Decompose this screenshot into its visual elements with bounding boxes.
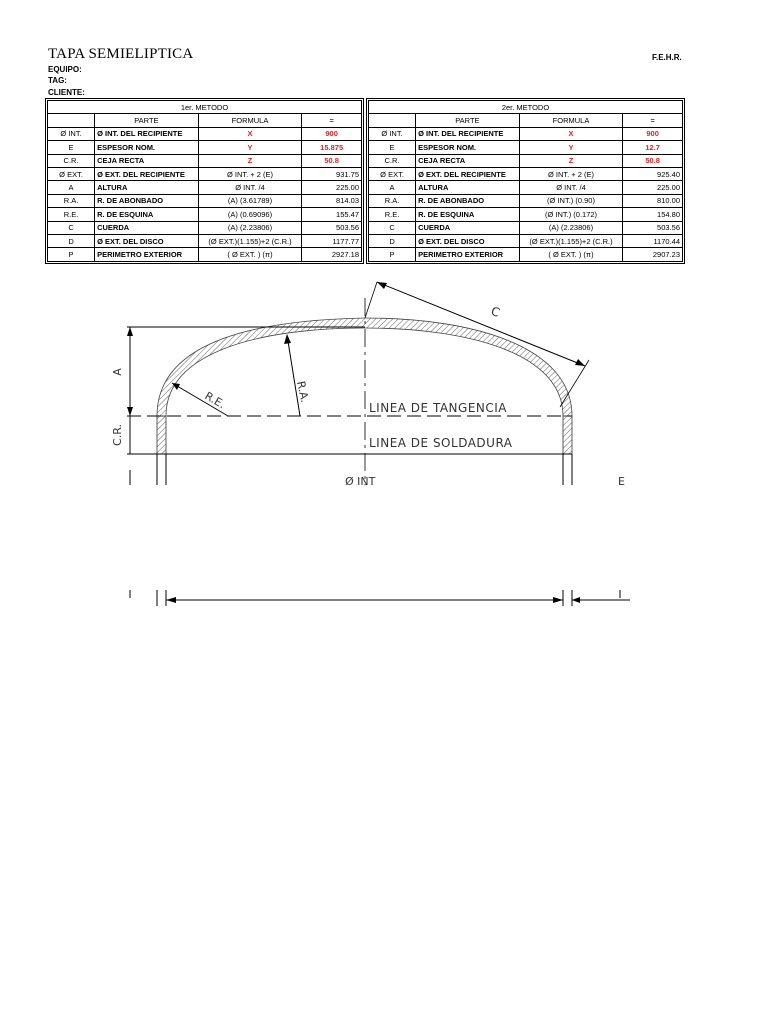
row-formula: (Ø EXT.)(1.155)+2 (C.R.) <box>519 234 623 247</box>
row-symbol: A <box>48 181 95 194</box>
row-part: ESPESOR NOM. <box>95 141 199 154</box>
column-header: FORMULA <box>198 114 302 127</box>
cliente-label: CLIENTE: <box>48 88 85 97</box>
row-part: PERIMETRO EXTERIOR <box>416 248 520 261</box>
table-row <box>369 141 683 154</box>
row-value: 2907.23 <box>623 248 683 261</box>
dimension-a-label: A <box>111 368 124 376</box>
table-row <box>369 221 683 234</box>
row-part: CEJA RECTA <box>416 154 520 167</box>
row-value: 925.40 <box>623 167 683 180</box>
row-formula: Ø INT. + 2 (E) <box>198 167 302 180</box>
row-value: 155.47 <box>302 208 362 221</box>
row-formula: (Ø INT.) (0.90) <box>519 194 623 207</box>
table-row <box>369 248 683 261</box>
equipo-label: EQUIPO: <box>48 65 82 74</box>
row-part: CUERDA <box>95 221 199 234</box>
row-part: ALTURA <box>416 181 520 194</box>
table-row <box>48 141 362 154</box>
table-row <box>369 208 683 221</box>
row-value[interactable]: 15.875 <box>302 141 362 154</box>
table-title-row <box>48 101 362 114</box>
row-part: ALTURA <box>95 181 199 194</box>
row-symbol: C.R. <box>369 154 416 167</box>
column-header <box>48 114 95 127</box>
table-row <box>48 154 362 167</box>
left-flange <box>157 416 166 454</box>
row-symbol: A <box>369 181 416 194</box>
row-symbol: C.R. <box>48 154 95 167</box>
row-symbol: Ø EXT. <box>369 167 416 180</box>
row-value: 814.03 <box>302 194 362 207</box>
row-formula: Ø INT. /4 <box>198 181 302 194</box>
row-symbol: D <box>48 234 95 247</box>
table-row <box>369 194 683 207</box>
row-part: ESPESOR NOM. <box>416 141 520 154</box>
row-symbol: Ø INT. <box>48 127 95 140</box>
row-symbol: R.A. <box>48 194 95 207</box>
table-row <box>48 194 362 207</box>
table-title: 2er. METODO <box>369 101 683 114</box>
row-part: R. DE ABONBADO <box>95 194 199 207</box>
row-part: CEJA RECTA <box>95 154 199 167</box>
tag-label: TAG: <box>48 76 67 85</box>
author-initials: F.E.H.R. <box>652 53 682 62</box>
dimension-cr-label: C.R. <box>111 424 124 446</box>
method-2-table <box>366 98 685 264</box>
row-formula: (Ø INT.) (0.172) <box>519 208 623 221</box>
page-title: TAPA SEMIELIPTICA <box>48 46 194 62</box>
row-symbol: P <box>369 248 416 261</box>
table-row <box>48 181 362 194</box>
dimension-re-label: R.E. <box>202 389 228 412</box>
row-value: 503.56 <box>302 221 362 234</box>
table-row <box>48 234 362 247</box>
table-row <box>369 127 683 140</box>
table-row <box>369 234 683 247</box>
row-formula: (A) (2.23806) <box>519 221 623 234</box>
table-title: 1er. METODO <box>48 101 362 114</box>
row-value: 225.00 <box>302 181 362 194</box>
column-header: = <box>623 114 683 127</box>
internal-diameter-label: Ø INT <box>345 475 376 488</box>
row-part: Ø EXT. DEL RECIPIENTE <box>416 167 520 180</box>
table-row <box>48 127 362 140</box>
row-formula: (A) (0.69096) <box>198 208 302 221</box>
row-formula: X <box>519 127 623 140</box>
dimension-c-label: C <box>488 303 502 320</box>
row-symbol: P <box>48 248 95 261</box>
table-row <box>48 248 362 261</box>
row-part: Ø EXT. DEL DISCO <box>95 234 199 247</box>
row-value: 2927.18 <box>302 248 362 261</box>
row-symbol: R.E. <box>48 208 95 221</box>
row-formula: ( Ø EXT. ) (π) <box>198 248 302 261</box>
row-value: 503.56 <box>623 221 683 234</box>
table-header-row <box>369 114 683 127</box>
row-formula: (Ø EXT.)(1.155)+2 (C.R.) <box>198 234 302 247</box>
row-formula: ( Ø EXT. ) (π) <box>519 248 623 261</box>
thickness-label: E <box>618 475 625 488</box>
table-header-row <box>48 114 362 127</box>
table-row <box>48 221 362 234</box>
table-row <box>369 167 683 180</box>
row-symbol: E <box>48 141 95 154</box>
row-value[interactable]: 50.8 <box>302 154 362 167</box>
dimension-ra-label: R.A. <box>294 379 312 404</box>
column-header <box>369 114 416 127</box>
row-symbol: R.E. <box>369 208 416 221</box>
row-symbol: R.A. <box>369 194 416 207</box>
row-formula: X <box>198 127 302 140</box>
row-symbol: E <box>369 141 416 154</box>
row-part: CUERDA <box>416 221 520 234</box>
row-part: R. DE ABONBADO <box>416 194 520 207</box>
column-header: = <box>302 114 362 127</box>
row-part: PERIMETRO EXTERIOR <box>95 248 199 261</box>
table-title-row <box>369 101 683 114</box>
row-formula: Z <box>519 154 623 167</box>
row-symbol: Ø INT. <box>369 127 416 140</box>
table-row <box>369 154 683 167</box>
row-value: 1177.77 <box>302 234 362 247</box>
row-value[interactable]: 12.7 <box>623 141 683 154</box>
tangency-line-label: LINEA DE TANGENCIA <box>369 401 508 415</box>
table-row <box>48 208 362 221</box>
row-formula: Ø INT. + 2 (E) <box>519 167 623 180</box>
row-value[interactable]: 900 <box>302 127 362 140</box>
row-value[interactable]: 900 <box>623 127 683 140</box>
method-1-table <box>45 98 364 264</box>
column-header: PARTE <box>95 114 199 127</box>
right-flange <box>563 416 572 454</box>
row-value: 810.00 <box>623 194 683 207</box>
row-part: R. DE ESQUINA <box>416 208 520 221</box>
row-value: 1170.44 <box>623 234 683 247</box>
row-formula: (A) (3.61789) <box>198 194 302 207</box>
row-formula: (A) (2.23806) <box>198 221 302 234</box>
row-part: R. DE ESQUINA <box>95 208 199 221</box>
row-formula: Y <box>198 141 302 154</box>
semi-elliptical-head-drawing <box>0 270 768 620</box>
welding-line-label: LINEA DE SOLDADURA <box>369 436 513 450</box>
row-formula: Ø INT. /4 <box>519 181 623 194</box>
row-part: Ø INT. DEL RECIPIENTE <box>95 127 199 140</box>
row-value[interactable]: 50.8 <box>623 154 683 167</box>
row-formula: Y <box>519 141 623 154</box>
row-symbol: Ø EXT. <box>48 167 95 180</box>
row-value: 154.80 <box>623 208 683 221</box>
row-part: Ø EXT. DEL DISCO <box>416 234 520 247</box>
column-header: FORMULA <box>519 114 623 127</box>
row-value: 931.75 <box>302 167 362 180</box>
row-symbol: C <box>48 221 95 234</box>
row-symbol: C <box>369 221 416 234</box>
row-formula: Z <box>198 154 302 167</box>
row-symbol: D <box>369 234 416 247</box>
row-part: Ø INT. DEL RECIPIENTE <box>416 127 520 140</box>
row-part: Ø EXT. DEL RECIPIENTE <box>95 167 199 180</box>
table-row <box>369 181 683 194</box>
table-row <box>48 167 362 180</box>
row-value: 225.00 <box>623 181 683 194</box>
column-header: PARTE <box>416 114 520 127</box>
